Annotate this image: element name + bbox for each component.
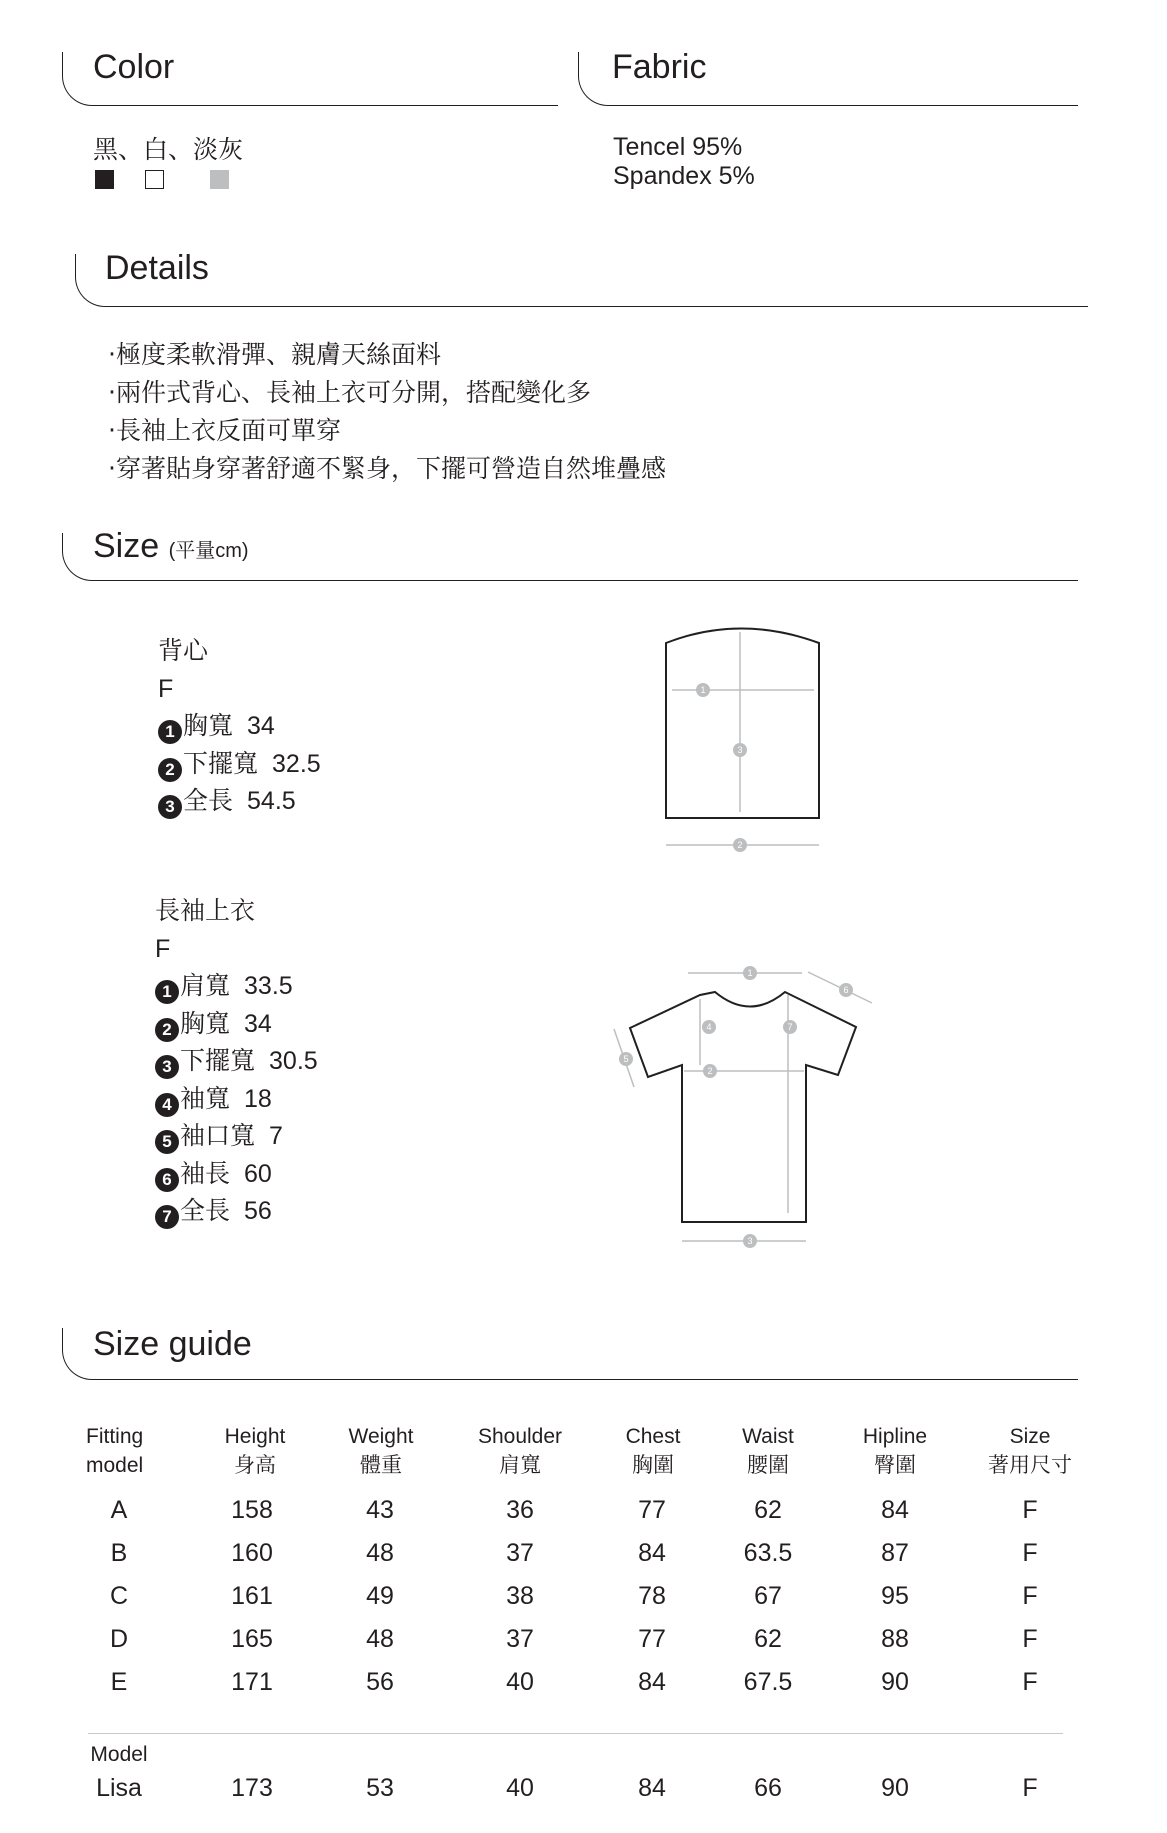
header-zh: 著用尺寸 (988, 1454, 1072, 1477)
table-divider (88, 1733, 1063, 1734)
fabric-line-2: Spandex 5% (613, 162, 755, 190)
measure-value: 32.5 (272, 749, 321, 778)
tshirt-outline (630, 992, 856, 1222)
longsleeve-diagram (600, 945, 890, 1255)
header-weight (326, 1422, 436, 1480)
longsleeve-mark: 5 (623, 1054, 629, 1064)
cell-model: B (110, 1539, 128, 1567)
size-title (93, 527, 249, 566)
cell-shoulder: 38 (506, 1582, 534, 1610)
header-zh: 腰圍 (747, 1454, 789, 1477)
header-en: Shoulder (477, 1425, 563, 1448)
cell-model: C (109, 1582, 129, 1610)
longsleeve-mark: 4 (706, 1022, 712, 1032)
longsleeve-measure-row (155, 1193, 318, 1231)
header-zh: model (86, 1454, 144, 1477)
cell-weight: 56 (366, 1668, 394, 1696)
header-en: Waist (742, 1425, 794, 1448)
header-en: Weight (348, 1425, 414, 1448)
measure-value: 18 (244, 1084, 272, 1113)
swatch-black (95, 170, 114, 189)
measure-value: 54.5 (247, 787, 296, 815)
header-fitting (86, 1422, 143, 1480)
vest-outline (666, 629, 819, 819)
cell-shoulder: 37 (506, 1539, 534, 1567)
vest-name: 背心 (158, 637, 209, 665)
measure-value: 7 (269, 1122, 283, 1150)
vest-measure-row (158, 783, 321, 821)
longsleeve-measure-row (155, 1156, 318, 1194)
num-badge: 3 (158, 795, 182, 819)
model-label: Model (90, 1743, 148, 1766)
vest-mark: 1 (700, 685, 706, 695)
swatch-light-gray (210, 170, 229, 189)
swatch-white (145, 170, 164, 189)
num-badge: 4 (155, 1093, 179, 1117)
cell-size: F (1022, 1668, 1038, 1696)
color-title: Color (93, 48, 175, 86)
cell-chest: 77 (638, 1496, 666, 1524)
cell-waist: 66 (754, 1774, 782, 1802)
cell-hipline: 90 (881, 1774, 909, 1802)
measure-value: 56 (244, 1197, 272, 1225)
cell-hipline: 88 (881, 1625, 909, 1653)
cell-size: F (1022, 1496, 1038, 1524)
measure-label: 胸寬 (183, 712, 234, 740)
header-shoulder (460, 1422, 580, 1480)
longsleeve-measure-row (155, 1043, 318, 1081)
longsleeve-mark: 6 (843, 985, 849, 995)
header-size (970, 1422, 1090, 1480)
vest-measure-row (158, 708, 321, 746)
header-en: Size (1009, 1425, 1051, 1448)
cell-chest: 84 (638, 1774, 666, 1802)
longsleeve-measure-row (155, 968, 318, 1006)
header-height (200, 1422, 310, 1480)
measure-label: 下擺寬 (183, 749, 259, 778)
cell-weight: 48 (366, 1625, 394, 1653)
header-chest (598, 1422, 708, 1480)
cell-shoulder: 40 (506, 1668, 534, 1696)
longsleeve-mark: 7 (787, 1022, 793, 1032)
size-title-text: Size (93, 527, 160, 565)
cell-shoulder: 36 (506, 1496, 534, 1524)
cell-weight: 48 (366, 1539, 394, 1567)
cell-chest: 77 (638, 1625, 666, 1653)
cell-height: 173 (231, 1774, 273, 1802)
measure-label: 袖寬 (180, 1084, 231, 1113)
cell-waist: 62 (754, 1496, 782, 1524)
longsleeve-measure-row (155, 1081, 318, 1119)
cell-model: A (110, 1496, 128, 1524)
num-badge: 6 (155, 1168, 179, 1192)
detail-item: ‧長袖上衣反面可單穿 (108, 417, 341, 445)
cell-waist: 63.5 (743, 1539, 793, 1567)
longsleeve-measurements (155, 893, 318, 1231)
vest-measure-row (158, 746, 321, 784)
cell-shoulder: 37 (506, 1625, 534, 1653)
cell-size: F (1022, 1625, 1038, 1653)
vest-mark: 2 (737, 840, 743, 850)
vest-measurements (158, 633, 321, 821)
header-en: Height (224, 1425, 286, 1448)
longsleeve-size: F (155, 934, 171, 963)
cell-height: 161 (231, 1582, 273, 1610)
longsleeve-mark: 1 (747, 968, 753, 978)
cell-model: Lisa (96, 1774, 142, 1802)
vest-size: F (158, 674, 174, 703)
longsleeve-mark: 2 (707, 1066, 713, 1076)
cell-hipline: 84 (881, 1496, 909, 1524)
cell-hipline: 95 (881, 1582, 909, 1610)
fabric-line-1: Tencel 95% (613, 133, 743, 161)
header-en: Chest (625, 1425, 681, 1448)
color-names: 黑、白、淡灰 (93, 136, 244, 164)
cell-model: D (109, 1625, 129, 1653)
num-badge: 7 (155, 1205, 179, 1229)
measure-value: 34 (247, 712, 275, 740)
header-waist (713, 1422, 823, 1480)
measure-label: 肩寬 (180, 972, 231, 1000)
cell-chest: 78 (638, 1582, 666, 1610)
longsleeve-measure-row (155, 1118, 318, 1156)
longsleeve-measure-row (155, 1006, 318, 1044)
longsleeve-name: 長袖上衣 (155, 897, 256, 925)
cell-model: E (110, 1668, 128, 1696)
size-unit: (平量cm) (168, 540, 249, 562)
header-zh: 肩寬 (499, 1454, 541, 1477)
cell-height: 171 (231, 1668, 273, 1696)
num-badge: 2 (158, 758, 182, 782)
cell-height: 165 (231, 1625, 273, 1653)
measure-value: 33.5 (244, 972, 293, 1000)
sizeguide-title: Size guide (93, 1325, 252, 1363)
detail-item: ‧兩件式背心、長袖上衣可分開，搭配變化多 (108, 379, 591, 407)
measure-value: 34 (244, 1009, 272, 1038)
measure-label: 全長 (180, 1197, 231, 1225)
cell-height: 158 (231, 1496, 273, 1524)
cell-weight: 53 (366, 1774, 394, 1802)
fabric-title: Fabric (612, 48, 707, 86)
details-section-rule (75, 254, 1088, 307)
cell-hipline: 87 (881, 1539, 909, 1567)
cell-chest: 84 (638, 1668, 666, 1696)
cell-shoulder: 40 (506, 1774, 534, 1802)
cell-size: F (1022, 1539, 1038, 1567)
measure-value: 30.5 (269, 1047, 318, 1075)
cell-hipline: 90 (881, 1668, 909, 1696)
cell-waist: 67 (754, 1582, 782, 1610)
measure-label: 袖長 (180, 1159, 231, 1188)
cell-size: F (1022, 1582, 1038, 1610)
cell-weight: 49 (366, 1582, 394, 1610)
cell-size: F (1022, 1774, 1038, 1802)
details-title: Details (105, 249, 209, 287)
header-zh: 體重 (360, 1454, 402, 1477)
measure-label: 下擺寬 (180, 1047, 256, 1075)
measure-label: 胸寬 (180, 1009, 231, 1038)
num-badge: 1 (158, 720, 182, 744)
cell-chest: 84 (638, 1539, 666, 1567)
longsleeve-mark: 3 (747, 1236, 753, 1246)
num-badge: 3 (155, 1055, 179, 1079)
num-badge: 1 (155, 980, 179, 1004)
measure-label: 全長 (183, 787, 234, 815)
vest-mark: 3 (737, 745, 743, 755)
header-hipline (840, 1422, 950, 1480)
measure-label: 袖口寬 (180, 1122, 256, 1150)
detail-item: ‧穿著貼身穿著舒適不緊身，下擺可營造自然堆疊感 (108, 455, 666, 483)
cell-height: 160 (231, 1539, 273, 1567)
num-badge: 5 (155, 1130, 179, 1154)
header-zh: 身高 (234, 1454, 276, 1477)
num-badge: 2 (155, 1018, 179, 1042)
cell-weight: 43 (366, 1496, 394, 1524)
header-en: Fitting (86, 1425, 144, 1448)
cell-waist: 62 (754, 1625, 782, 1653)
cell-waist: 67.5 (743, 1668, 793, 1696)
header-zh: 臀圍 (874, 1454, 916, 1477)
vest-diagram (660, 620, 840, 860)
header-zh: 胸圍 (632, 1454, 674, 1477)
header-en: Hipline (862, 1425, 928, 1448)
detail-item: ‧極度柔軟滑彈、親膚天絲面料 (108, 341, 441, 369)
measure-value: 60 (244, 1159, 272, 1188)
